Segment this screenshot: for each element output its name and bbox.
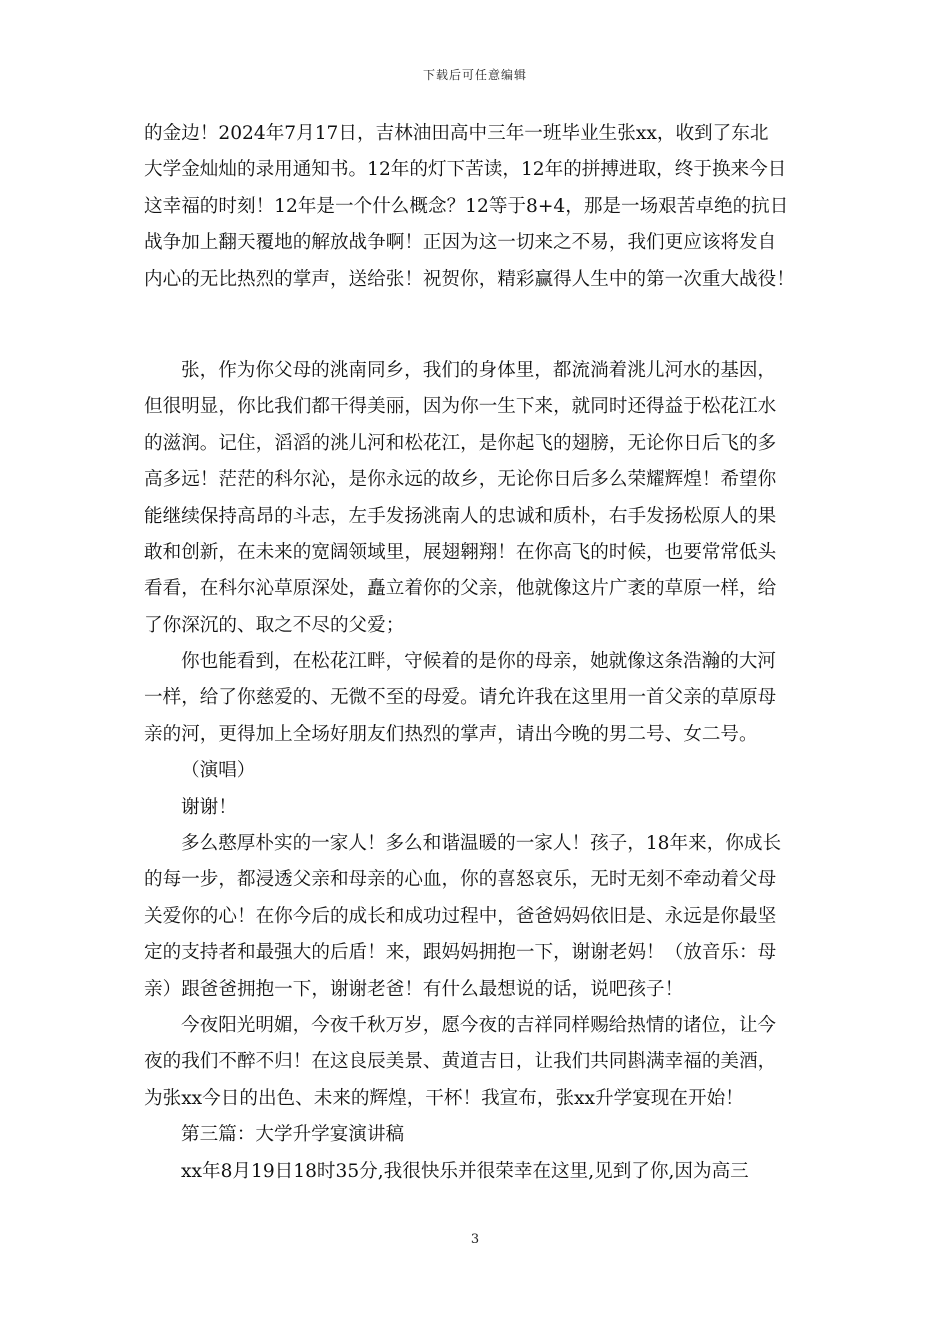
text-line: 的金边！2024年7月17日，吉林油田高中三年一班毕业生张xx，收到了东北 — [144, 123, 769, 144]
text-line: 了你深沉的、取之不尽的父爱； — [144, 614, 405, 636]
section-heading — [144, 1117, 816, 1153]
text-line: 大学金灿灿的录用通知书。12年的灯下苦读，12年的拼搏进取，终于换来今日 — [144, 159, 787, 181]
paragraph-1 — [144, 116, 816, 298]
text-line: 第三篇：大学升学宴演讲稿 — [181, 1124, 405, 1146]
text-line: 张，作为你父母的洮南同乡，我们的身体里，都流淌着洮儿河水的基因， — [181, 359, 777, 381]
text-line: 为张xx今日的出色、未来的辉煌，干杯！我宣布，张xx升学宴现在开始！ — [144, 1087, 744, 1109]
text-line: 多么憨厚朴实的一家人！多么和谐温暖的一家人！孩子，18年来，你成长 — [181, 833, 782, 855]
paragraph-9 — [144, 1154, 816, 1190]
text-line: 你也能看到，在松花江畔，守候着的是你的母亲，她就像这条浩瀚的大河 — [181, 651, 777, 673]
text-line: 战争加上翻天覆地的解放战争啊！正因为这一切来之不易，我们更应该将发自 — [144, 232, 777, 254]
paragraph-2 — [144, 353, 816, 644]
text-line: 夜的我们不醉不归！在这良辰美景、黄道吉日，让我们共同斟满幸福的美酒， — [144, 1051, 777, 1073]
page-header: 下载后可任意编辑 — [422, 68, 527, 82]
paragraph-5 — [144, 790, 816, 826]
text-line: 但很明显，你比我们都干得美丽，因为你一生下来，就同时还得益于松花江水 — [144, 396, 777, 418]
text-line: 看看，在科尔沁草原深处，矗立着你的父亲，他就像这片广袤的草原一样，给 — [144, 578, 777, 600]
text-line: xx年8月19日18时35分,我很快乐并很荣幸在这里,见到了你,因为高三 — [181, 1160, 749, 1182]
text-line: 亲的河，更得加上全场好朋友们热烈的掌声，请出今晚的男二号、女二号。 — [144, 723, 758, 745]
text-line: 的每一步，都浸透父亲和母亲的心血，你的喜怒哀乐，无时无刻不牵动着父母 — [144, 869, 777, 891]
text-line: 能继续保持高昂的斗志，左手发扬洮南人的忠诚和质朴，右手发扬松原人的果 — [144, 505, 777, 527]
text-line: 今夜阳光明媚，今夜千秋万岁，愿今夜的吉祥同样赐给热情的诸位，让今 — [181, 1014, 777, 1036]
text-line: 内心的无比热烈的掌声，送给张！祝贺你，精彩赢得人生中的第一次重大战役！ — [144, 268, 795, 290]
paragraph-4 — [144, 753, 816, 789]
text-line: 高多远！茫茫的科尔沁，是你永远的故乡，无论你日后多么荣耀辉煌！希望你 — [144, 469, 777, 491]
text-line: 的滋润。记住，滔滔的洮儿河和松花江，是你起飞的翅膀，无论你日后飞的多 — [144, 432, 777, 454]
text-line: （演唱） — [181, 760, 256, 782]
paragraph-3 — [144, 644, 816, 753]
paragraph-gap — [144, 298, 816, 353]
text-line: 敢和创新，在未来的宽阔领域里，展翅翱翔！在你高飞的时候，也要常常低头 — [144, 541, 777, 563]
text-line: 关爱你的心！在你今后的成长和成功过程中，爸爸妈妈依旧是、永远是你最坚 — [144, 905, 777, 927]
text-line: 谢谢！ — [181, 796, 237, 818]
paragraph-7 — [144, 1008, 816, 1117]
text-line: 一样，给了你慈爱的、无微不至的母爱。请允许我在这里用一首父亲的草原母 — [144, 687, 777, 709]
paragraph-6 — [144, 826, 816, 1008]
text-line: 定的支持者和最强大的后盾！来，跟妈妈拥抱一下，谢谢老妈！（放音乐：母 — [144, 942, 777, 964]
text-line: 这幸福的时刻！12年是一个什么概念？12等于8+4，那是一场艰苦卓绝的抗日 — [144, 195, 789, 217]
text-line: 亲）跟爸爸拥抱一下，谢谢老爸！有什么最想说的话，说吧孩子！ — [144, 978, 684, 1000]
document-body — [144, 116, 816, 1190]
page-number: 3 — [470, 1232, 480, 1247]
